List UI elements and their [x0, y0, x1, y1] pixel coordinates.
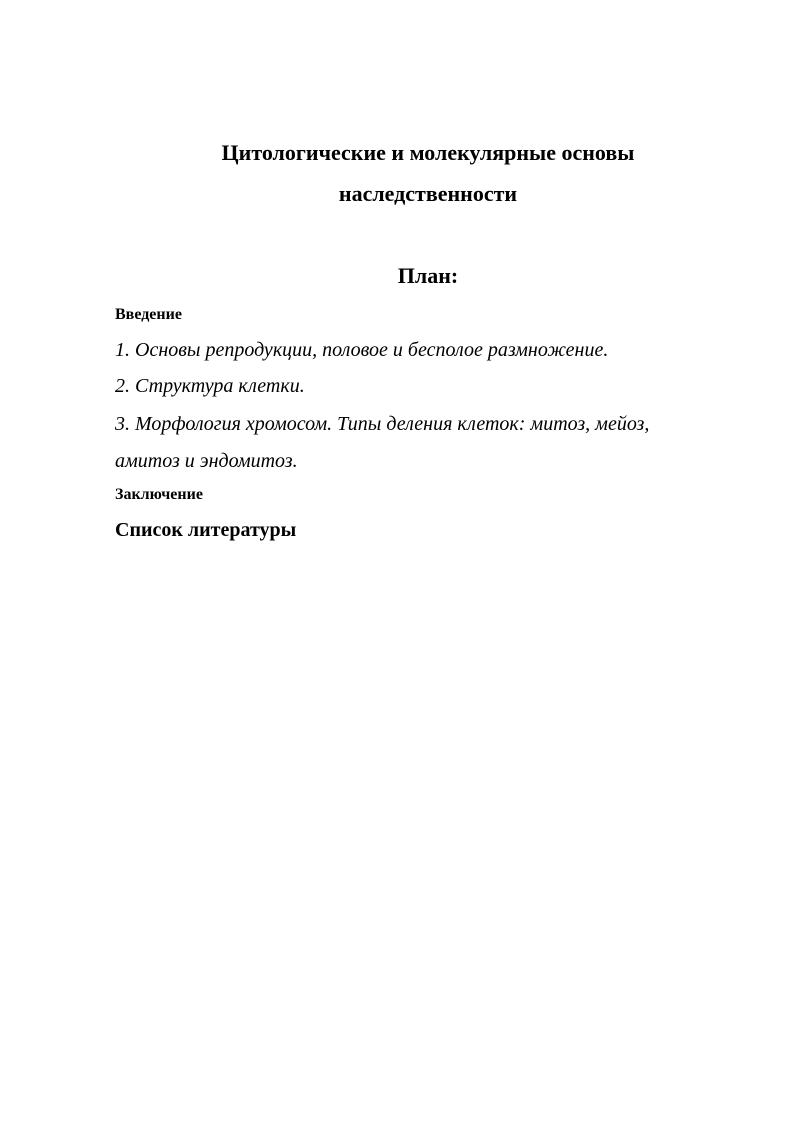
toc-references: Список литературы — [115, 519, 297, 541]
toc-conclusion: Заключение — [115, 486, 203, 503]
toc-item-3-line-2: амитоз и эндомитоз. — [115, 450, 298, 472]
plan-heading: План: — [397, 263, 459, 288]
toc-item-1: 1. Основы репродукции, половое и бесполое размножение. — [115, 339, 609, 361]
document-title-line-1: Цитологические и молекулярные основы — [221, 140, 635, 165]
toc-item-2: 2. Структура клетки. — [115, 375, 305, 397]
document-title-line-2: наследственности — [338, 181, 518, 206]
toc-item-3-line-1: 3. Морфология хромосом. Типы деления клеток: митоз, мейоз, — [115, 413, 650, 435]
toc-introduction: Введение — [115, 306, 182, 323]
